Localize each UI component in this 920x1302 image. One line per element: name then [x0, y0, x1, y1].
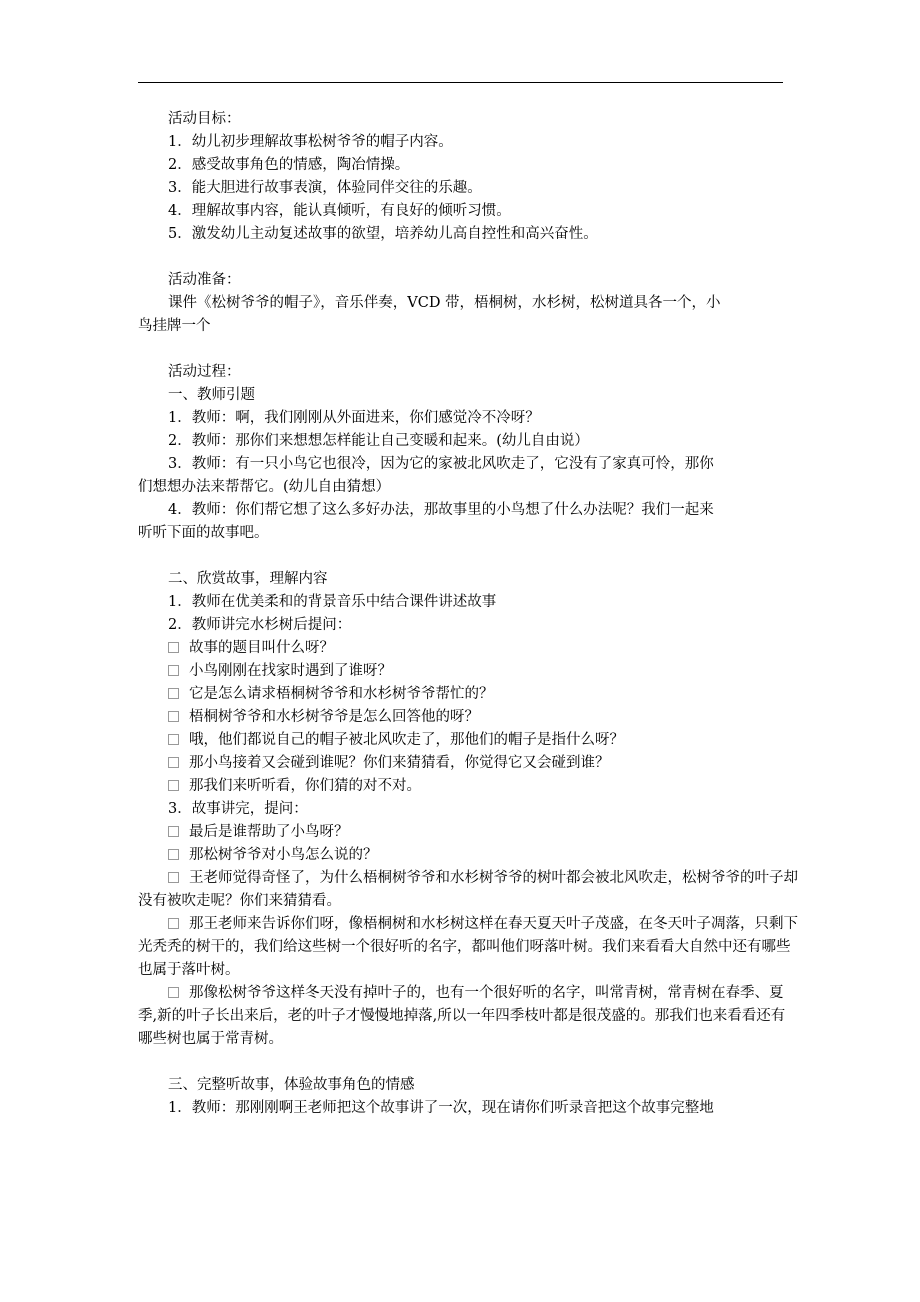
step-item: 4．教师：你们帮它想了这么多好办法，那故事里的小鸟想了什么办法呢？我们一起来 — [168, 502, 714, 518]
step-item: 1．教师：啊，我们刚刚从外面进来，你们感觉冷不冷呀？ — [168, 410, 540, 426]
step-item: 1．教师在优美柔和的背景音乐中结合课件讲述故事 — [168, 594, 497, 610]
bullet-box-icon — [168, 688, 179, 699]
bullet-box-icon — [168, 987, 179, 998]
header-rule — [138, 82, 783, 83]
section-title: 二、欣赏故事，理解内容 — [168, 571, 328, 587]
question-item: 故事的题目叫什么呀？ — [138, 637, 798, 660]
prep-text-cont: 鸟挂牌一个 — [138, 318, 211, 334]
paragraph: 那王老师来告诉你们呀，像梧桐树和水杉树这样在春天夏天叶子茂盛，在冬天叶子凋落，只剩下光秃秃的树干的，我们给这些树一个很好听的名字，都叫他们呀落叶树。我们来看看大自然中还有哪些也属于落叶树。 — [138, 916, 798, 978]
section-title: 三、完整听故事，体验故事角色的情感 — [168, 1077, 415, 1093]
bullet-box-icon — [168, 734, 179, 745]
bullet-box-icon — [168, 665, 179, 676]
step-item-cont: 听听下面的故事吧。 — [138, 525, 269, 541]
question-item: 那松树爷爷对小鸟怎么说的？ — [138, 844, 798, 867]
bullet-box-icon — [168, 918, 179, 929]
document-body — [138, 108, 798, 1120]
step-item: 1．教师：那刚刚啊王老师把这个故事讲了一次，现在请你们听录音把这个故事完整地 — [168, 1100, 714, 1116]
bullet-box-icon — [168, 849, 179, 860]
paragraph: 王老师觉得奇怪了，为什么梧桐树爷爷和水杉树爷爷的树叶都会被北风吹走，松树爷爷的叶子却没有被吹走呢？你们来猜猜看。 — [138, 870, 798, 909]
process-heading: 活动过程： — [168, 364, 241, 380]
prep-heading: 活动准备： — [168, 272, 241, 288]
question-item: 它是怎么请求梧桐树爷爷和水杉树爷爷帮忙的？ — [138, 683, 798, 706]
bullet-box-icon — [168, 757, 179, 768]
goal-item: 3．能大胆进行故事表演，体验同伴交往的乐趣。 — [168, 180, 482, 196]
step-item: 3．教师：有一只小鸟它也很冷，因为它的家被北风吹走了，它没有了家真可怜，那你 — [168, 456, 714, 472]
question-item: 小鸟刚刚在找家时遇到了谁呀？ — [138, 660, 798, 683]
goal-item: 1．幼儿初步理解故事松树爷爷的帽子内容。 — [168, 134, 453, 150]
prep-text: 课件《松树爷爷的帽子》，音乐伴奏，VCD 带，梧桐树，水杉树，松树道具各一个，小 — [168, 295, 721, 311]
question-item: 哦，他们都说自己的帽子被北风吹走了，那他们的帽子是指什么呀？ — [138, 729, 798, 752]
step-item: 2．教师：那你们来想想怎样能让自己变暖和起来。(幼儿自由说） — [168, 433, 589, 449]
goal-item: 2．感受故事角色的情感，陶冶情操。 — [168, 157, 410, 173]
step-item: 2．教师讲完水杉树后提问： — [168, 617, 352, 633]
question-item: 那小鸟接着又会碰到谁呢？你们来猜猜看，你觉得它又会碰到谁？ — [138, 752, 798, 775]
bullet-box-icon — [168, 826, 179, 837]
goals-heading: 活动目标： — [168, 111, 241, 127]
step-item-cont: 们想想办法来帮帮它。(幼儿自由猜想） — [138, 479, 391, 495]
question-item: 梧桐树爷爷和水杉树爷爷是怎么回答他的呀？ — [138, 706, 798, 729]
goal-item: 5．激发幼儿主动复述故事的欲望，培养幼儿高自控性和高兴奋性。 — [168, 226, 598, 242]
bullet-box-icon — [168, 642, 179, 653]
bullet-box-icon — [168, 872, 179, 883]
goal-item: 4．理解故事内容，能认真倾听，有良好的倾听习惯。 — [168, 203, 511, 219]
question-item: 最后是谁帮助了小鸟呀？ — [138, 821, 798, 844]
section-title: 一、教师引题 — [168, 387, 255, 403]
step-item: 3．故事讲完，提问： — [168, 801, 308, 817]
bullet-box-icon — [168, 711, 179, 722]
question-item: 那我们来听听看，你们猜的对不对。 — [138, 775, 798, 798]
paragraph: 那像松树爷爷这样冬天没有掉叶子的，也有一个很好听的名字，叫常青树，常青树在春季、夏季,新的叶子长出来后，老的叶子才慢慢地掉落,所以一年四季枝叶都是很茂盛的。那我们也来看看还有哪些树也属于常青树。 — [138, 985, 786, 1047]
bullet-box-icon — [168, 780, 179, 791]
